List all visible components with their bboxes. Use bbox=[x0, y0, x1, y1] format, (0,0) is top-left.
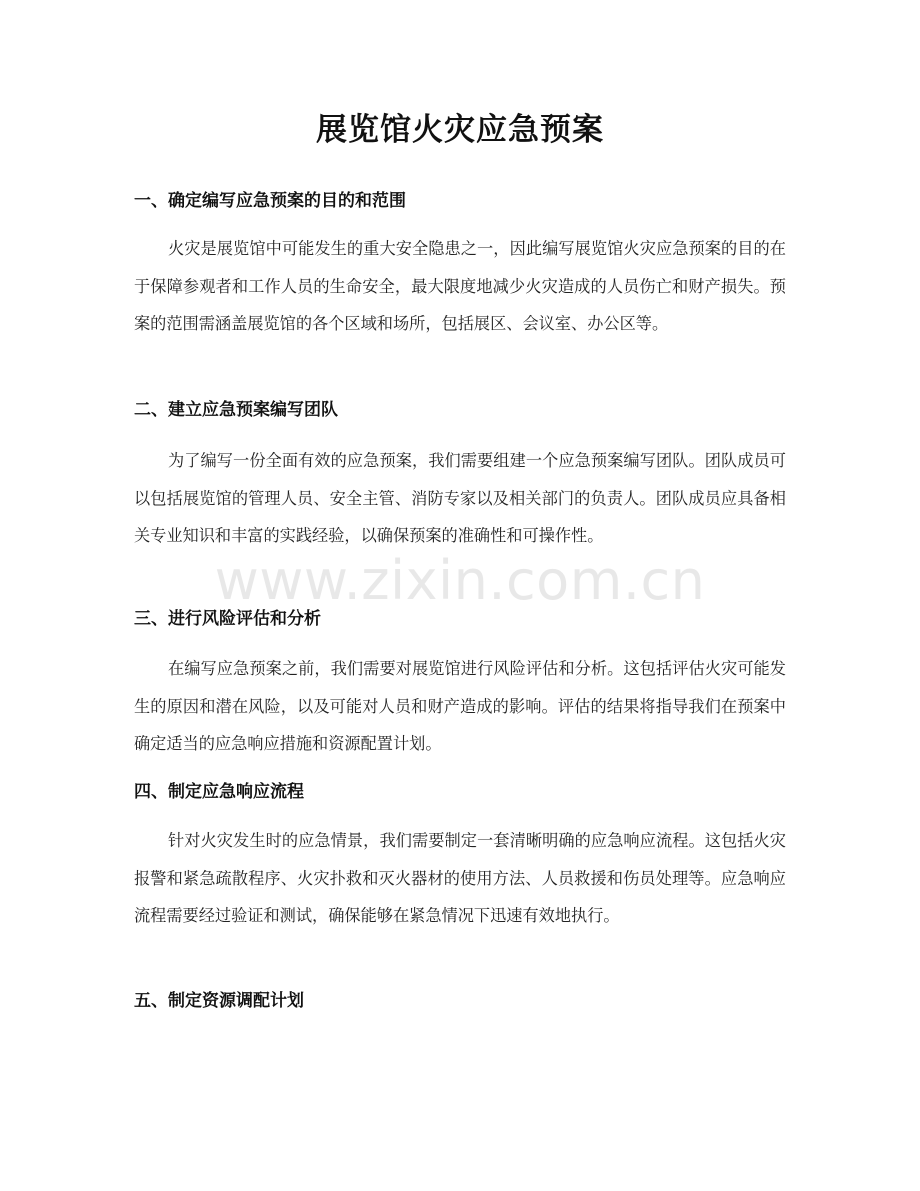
section-body-3: 在编写应急预案之前，我们需要对展览馆进行风险评估和分析。这包括评估火灾可能发生的原因和潜在风险，以及可能对人员和财产造成的影响。评估的结果将指导我们在预案中确定适当的应急响应措施和资源配置计划。 bbox=[134, 659, 786, 754]
section-body-2: 为了编写一份全面有效的应急预案，我们需要组建一个应急预案编写团队。团队成员可以包括展览馆的管理人员、安全主管、消防专家以及相关部门的负责人。团队成员应具备相关专业知识和丰富的实践经验，以确保预案的准确性和可操作性。 bbox=[134, 451, 786, 546]
watermark: www.zixin.com.cn bbox=[214, 549, 706, 612]
section-heading-2: 二、建立应急预案编写团队 bbox=[134, 400, 338, 420]
section-heading-1: 一、确定编写应急预案的目的和范围 bbox=[134, 191, 406, 211]
document-title: 展览馆火灾应急预案 bbox=[316, 112, 604, 148]
section-body-4: 针对火灾发生时的应急情景，我们需要制定一套清晰明确的应急响应流程。这包括火灾报警和紧急疏散程序、火灾扑救和灭火器材的使用方法、人员救援和伤员处理等。应急响应流程需要经过验证和测试，确保能够在紧急情况下迅速有效地执行。 bbox=[134, 831, 786, 926]
section-heading-4: 四、制定应急响应流程 bbox=[134, 782, 304, 802]
section-heading-3: 三、进行风险评估和分析 bbox=[134, 609, 321, 629]
section-heading-5: 五、制定资源调配计划 bbox=[134, 991, 304, 1011]
section-body-1: 火灾是展览馆中可能发生的重大安全隐患之一，因此编写展览馆火灾应急预案的目的在于保障参观者和工作人员的生命安全，最大限度地减少火灾造成的人员伤亡和财产损失。预案的范围需涵盖展览馆的各个区域和场所，包括展区、会议室、办公区等。 bbox=[134, 239, 786, 334]
